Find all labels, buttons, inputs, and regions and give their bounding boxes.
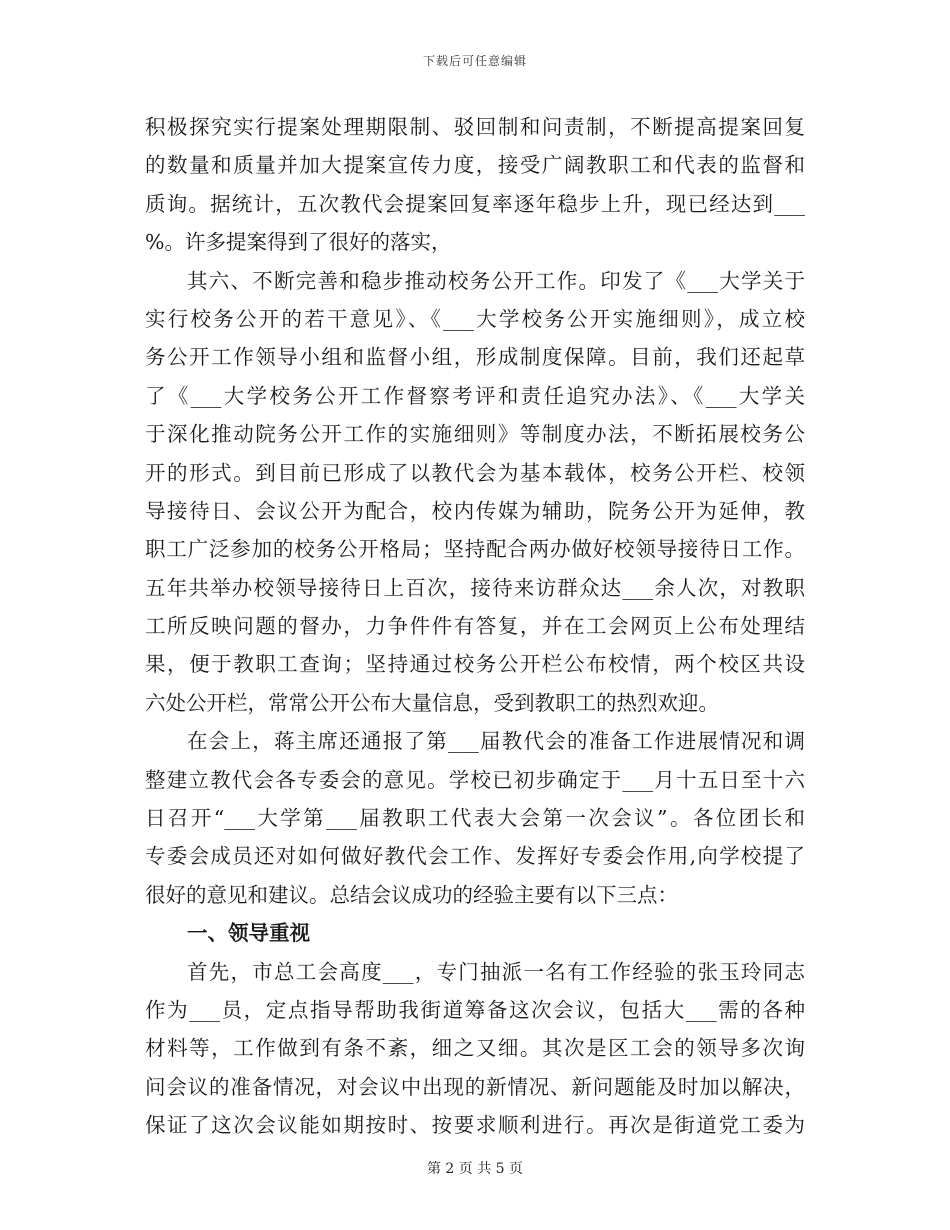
body-line: 果，便于教职工查询；坚持通过校务公开栏公布校情，两个校区共设 [145, 652, 805, 677]
body-line: 的数量和质量并加大提案宣传力度，接受广阔教职工和代表的监督和 [145, 153, 805, 178]
body-line: 质询。据统计，五次教代会提案回复率逐年稳步上升，现已经达到___ [145, 191, 805, 216]
document-body [145, 108, 805, 1145]
body-line: 工所反映问题的督办，力争件件有答复，并在工会网页上公布处理结 [145, 614, 805, 639]
body-line: 五年共举办校领导接待日上百次，接待来访群众达___余人次，对教职 [145, 575, 805, 600]
body-line: 实行校务公开的若干意见》、《___大学校务公开实施细则》，成立校 [145, 306, 805, 331]
page-number-footer: 第 2 页 共 5 页 [426, 1161, 524, 1177]
body-line: 材料等，工作做到有条不紊，细之又细。其次是区工会的领导多次询 [145, 1036, 805, 1061]
body-line: 作为___员，定点指导帮助我街道筹备这次会议，包括大___需的各种 [145, 997, 805, 1022]
body-line: 导接待日、会议公开为配合，校内传媒为辅助，院务公开为延伸，教 [145, 498, 805, 523]
body-line: 六处公开栏，常常公开公布大量信息，受到教职工的热烈欢迎。 [145, 690, 719, 715]
body-line: 日召开“___大学第___届教职工代表大会第一次会议”。各位团长和 [145, 806, 805, 831]
body-line: 问会议的准备情况，对会议中出现的新情况、新问题能及时加以解决， [145, 1074, 805, 1099]
body-line: %。许多提案得到了很好的落实， [145, 230, 452, 255]
body-line: 务公开工作领导小组和监督小组，形成制度保障。目前，我们还起草 [145, 345, 805, 370]
page-header-note: 下载后可任意编辑 [422, 54, 527, 68]
section-heading: 一、领导重视 [187, 921, 310, 946]
body-line: 于深化推动院务公开工作的实施细则》等制度办法，不断拓展校务公 [145, 422, 805, 447]
body-line: 首先，市总工会高度___，专门抽派一名有工作经验的张玉玲同志 [187, 959, 805, 984]
body-line: 在会上，蒋主席还通报了第___届教代会的准备工作进展情况和调 [187, 729, 805, 754]
body-line: 开的形式。到目前已形成了以教代会为基本载体，校务公开栏、校领 [145, 460, 805, 485]
body-line: 整建立教代会各专委会的意见。学校已初步确定于___月十五日至十六 [145, 767, 805, 792]
body-line: 了《___大学校务公开工作督察考评和责任追究办法》、《___大学关 [145, 383, 805, 408]
body-line: 职工广泛参加的校务公开格局；坚持配合两办做好校领导接待日工作。 [145, 537, 805, 562]
body-line: 积极探究实行提案处理期限制、驳回制和问责制，不断提高提案回复 [145, 115, 805, 139]
body-line: 专委会成员还对如何做好教代会工作、发挥好专委会作用,向学校提了 [145, 844, 805, 869]
body-line: 很好的意见和建议。总结会议成功的经验主要有以下三点： [145, 882, 678, 907]
body-line: 保证了这次会议能如期按时、按要求顺利进行。再次是街道党工委为 [145, 1113, 805, 1138]
body-line: 其六、不断完善和稳步推动校务公开工作。印发了《___大学关于 [187, 268, 805, 293]
